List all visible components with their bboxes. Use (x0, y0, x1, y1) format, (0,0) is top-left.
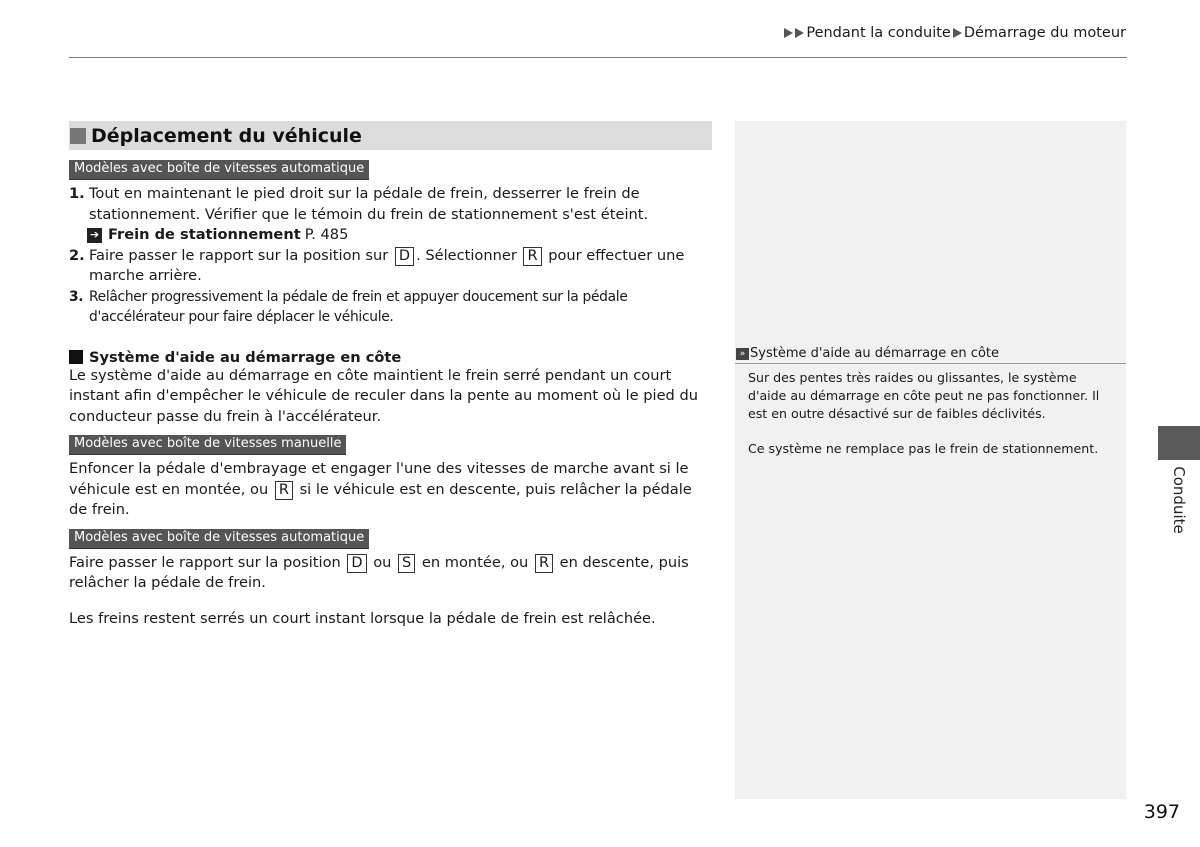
breadcrumb-item-conduite[interactable]: Pendant la conduite (806, 25, 951, 41)
model-label-automatic: Modèles avec boîte de vitesses automatique (69, 529, 369, 549)
sidebar-paragraph: Sur des pentes très raides ou glissantes, le système d'aide au démarrage en côte peut ne pas fonctionner. Il est en outre désactivé sur de faibles déclivités. (748, 370, 1100, 421)
model-label-wrap (69, 157, 712, 180)
reference-page[interactable]: P. 485 (304, 226, 349, 243)
gear-key-r: R (535, 554, 553, 573)
gear-key-r: R (523, 247, 541, 266)
step-text-part: pour effectuer une marche arrière. (89, 246, 685, 284)
arrow-ref-icon: ➔ (87, 228, 102, 243)
note-marker-icon: » (736, 348, 749, 360)
auto-text-part: ou (373, 553, 392, 571)
model-label-wrap (69, 432, 712, 455)
model-label-automatic: Modèles avec boîte de vitesses automatique (69, 160, 369, 180)
sidebar-note-body (748, 369, 1113, 458)
cross-reference[interactable] (69, 225, 712, 246)
chapter-tab-label[interactable]: Conduite (1170, 466, 1188, 534)
section-title: Déplacement du véhicule (91, 124, 362, 147)
chapter-tab[interactable] (1159, 463, 1199, 537)
step-text: Tout en maintenant le pied droit sur la pédale de frein, desserrer le frein de stationnement. Vérifier que le témoin du frein de stationnement s'est éteint. (89, 185, 649, 223)
black-square-icon (69, 350, 83, 364)
step-text (89, 246, 712, 287)
manual-instructions (69, 459, 712, 521)
auto-text-part: en montée, ou (421, 553, 529, 571)
header-divider (69, 57, 1127, 58)
step-number: 2. (69, 246, 85, 264)
triangle-right-icon (784, 28, 793, 38)
section-header (69, 121, 712, 150)
page-number: 397 (1143, 801, 1180, 823)
manual-text-part: si le véhicule est en descente, puis relâcher la pédale de frein. (69, 480, 692, 518)
step-text: Relâcher progressivement la pédale de frein et appuyer doucement sur la pédale d'accélérateur pour faire déplacer le véhicule. (89, 288, 628, 325)
subsection-header (69, 349, 712, 366)
list-item (69, 184, 712, 225)
list-item (69, 246, 712, 287)
main-content (69, 121, 712, 629)
auto-text-part: en descente, puis relâcher la pédale de frein. (69, 553, 689, 591)
gear-key-d: D (395, 247, 414, 266)
breadcrumb-item-demarrage[interactable]: Démarrage du moteur (963, 25, 1126, 41)
subsection-title: Système d'aide au démarrage en côte (89, 348, 402, 366)
sidebar-note-header (735, 344, 1126, 364)
hill-start-intro: Le système d'aide au démarrage en côte maintient le frein serré pendant un court instant afin d'empêcher le véhicule de reculer dans la pente au moment où le pied du conducteur passe du frein à l'accélérateur. (69, 366, 698, 425)
sidebar-notes (735, 121, 1126, 799)
gear-key-s: S (398, 554, 415, 573)
step-text-part: . Sélectionner (416, 246, 517, 264)
breadcrumb (784, 25, 1126, 41)
sidebar-paragraph: Ce système ne remplace pas le frein de stationnement. (748, 441, 1099, 456)
list-item (69, 287, 712, 328)
model-label-wrap (69, 526, 712, 549)
step-number: 1. (69, 185, 85, 202)
chapter-tab-marker (1158, 426, 1200, 460)
steps-list (69, 184, 712, 328)
gear-key-r: R (275, 481, 293, 500)
gear-key-d: D (347, 554, 366, 573)
manual-text-part: Enfoncer la pédale d'embrayage et engager l'une des vitesses de marche avant si le véhicule est en montée, ou (69, 460, 689, 498)
step-number: 3. (69, 288, 84, 305)
grey-square-icon (70, 128, 86, 144)
triangle-right-icon (795, 28, 804, 38)
auto-text-part: Faire passer le rapport sur la position (69, 553, 341, 571)
sidebar-note-title: Système d'aide au démarrage en côte (750, 346, 999, 361)
triangle-right-icon (953, 28, 962, 38)
brake-note: Les freins restent serrés un court instant lorsque la pédale de frein est relâchée. (69, 609, 656, 627)
reference-title[interactable]: Frein de stationnement (108, 226, 301, 243)
model-label-manual: Modèles avec boîte de vitesses manuelle (69, 435, 346, 455)
step-text-part: Faire passer le rapport sur la position sur (89, 246, 389, 264)
automatic-instructions (69, 553, 712, 594)
